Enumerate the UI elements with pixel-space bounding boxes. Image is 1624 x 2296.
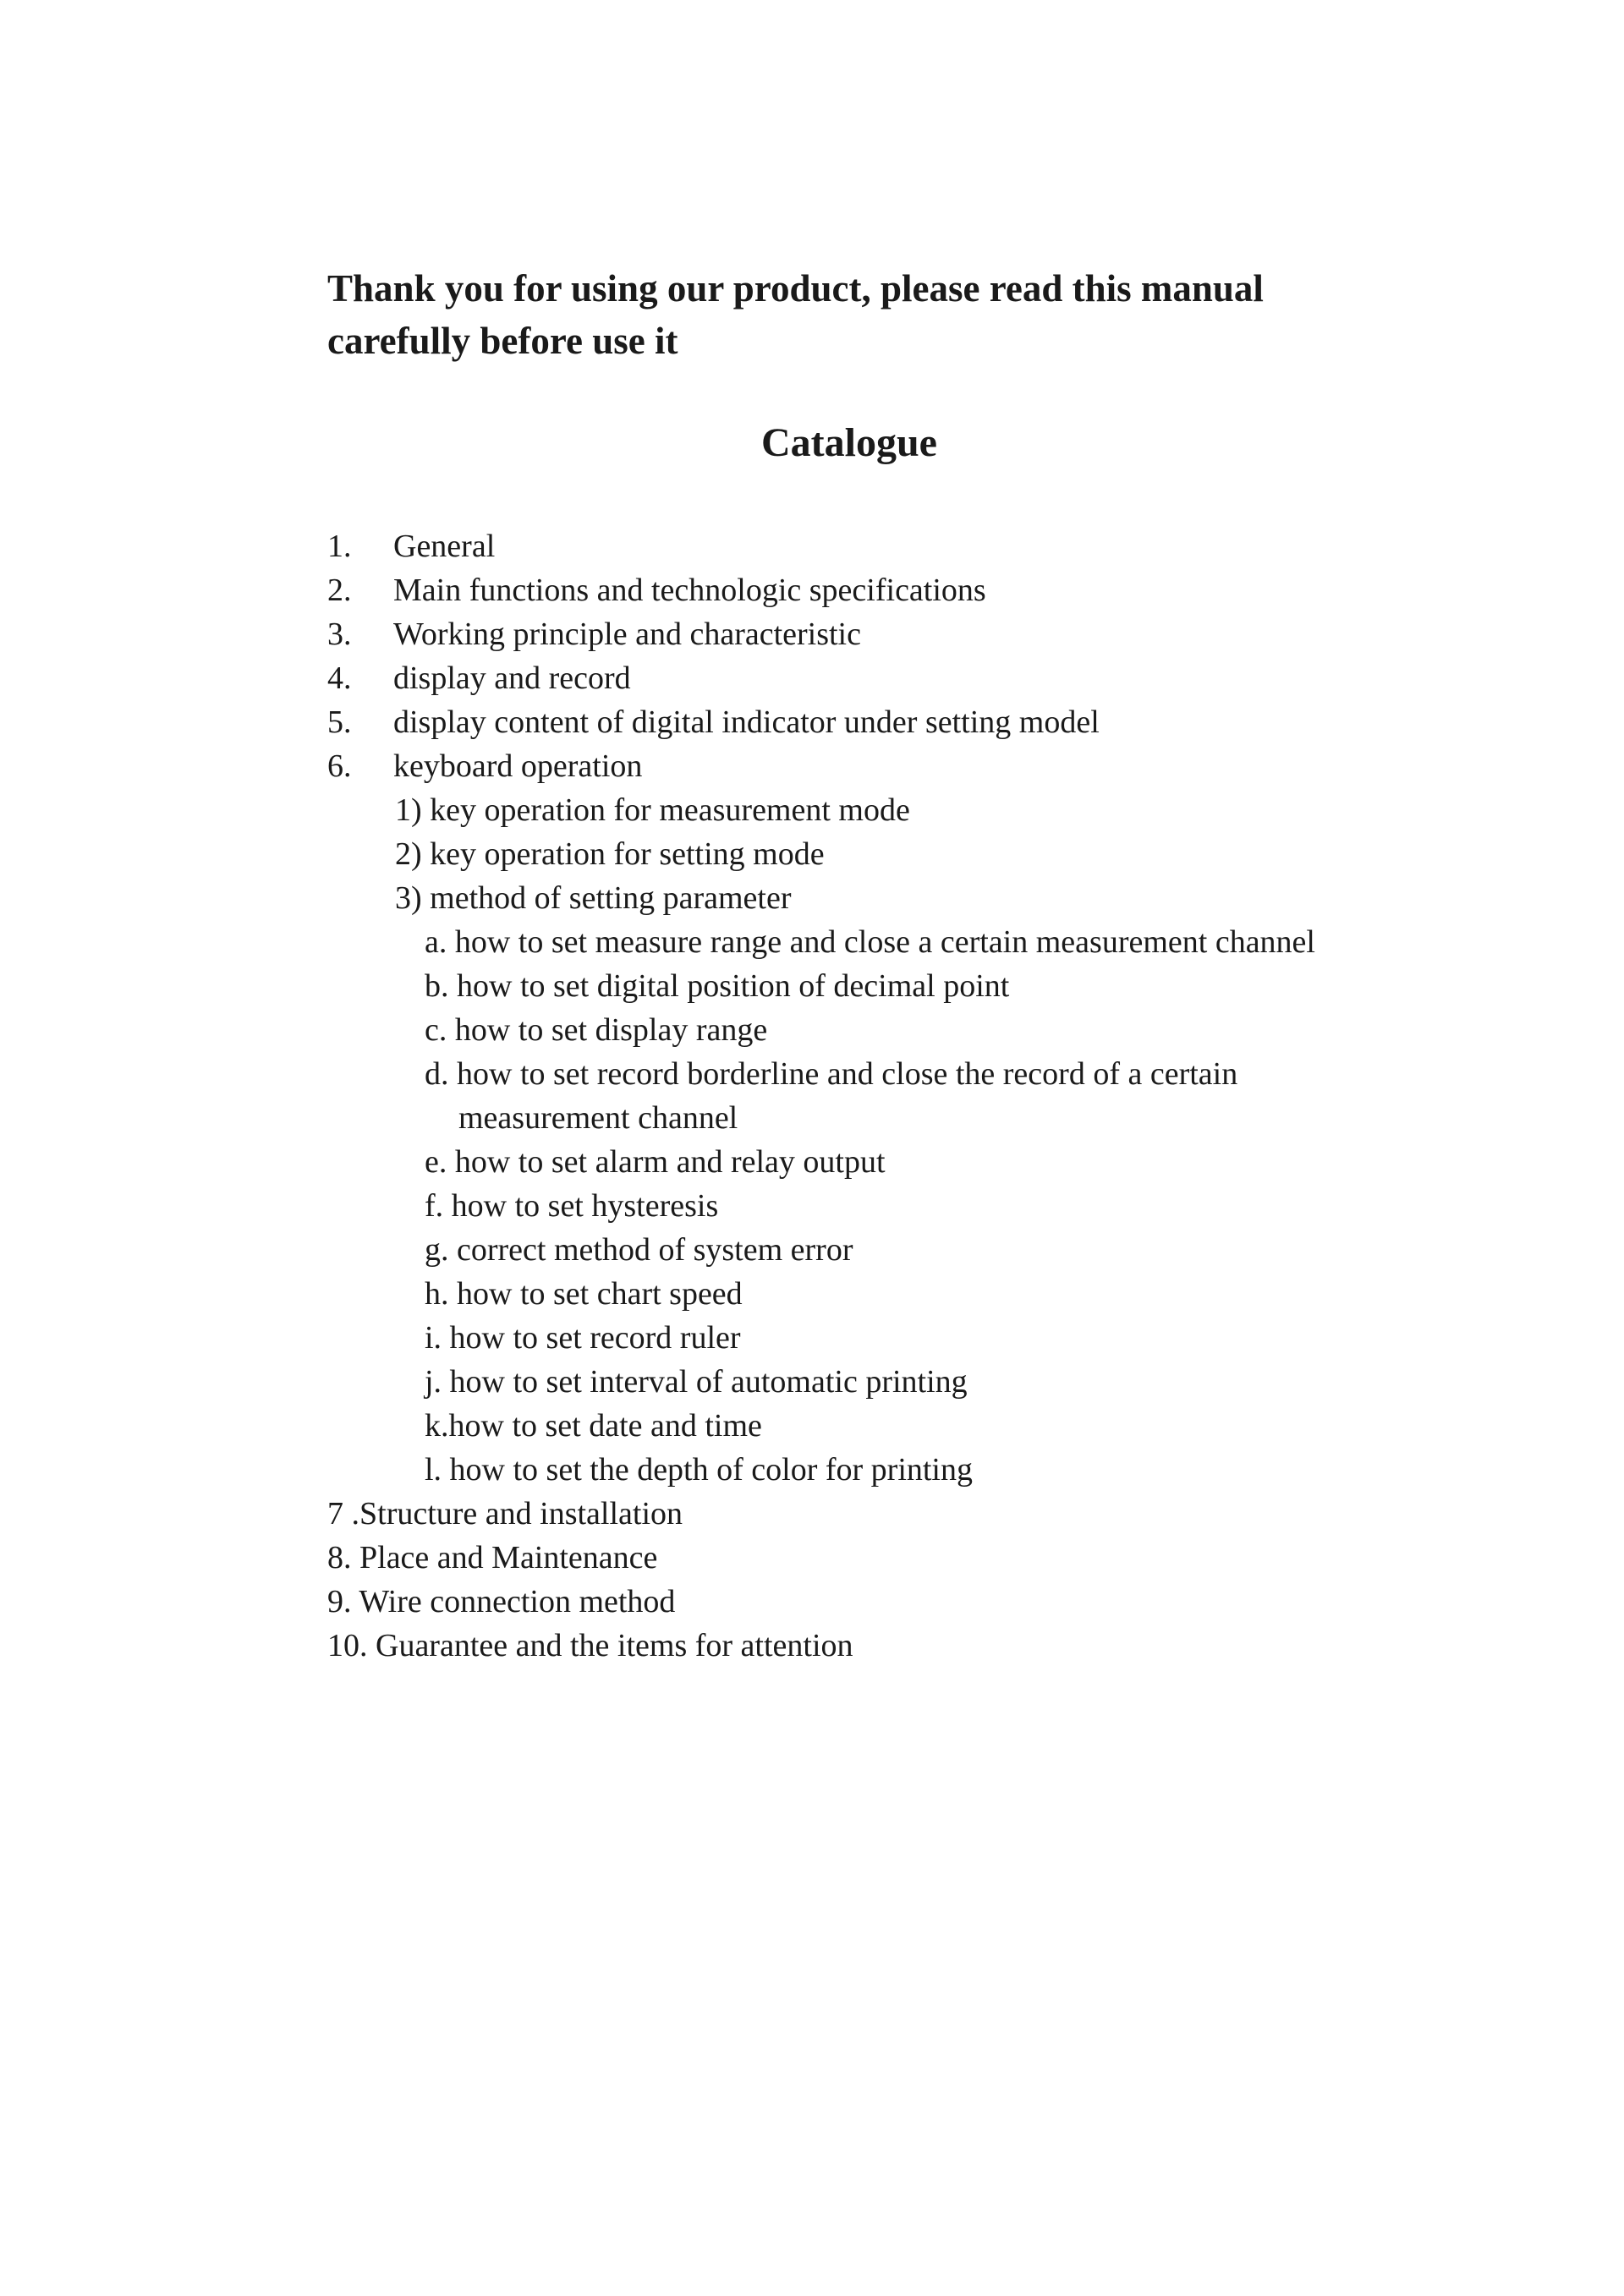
table-of-contents bbox=[327, 524, 1427, 1668]
toc-item-6 bbox=[327, 744, 1427, 788]
toc-item-3 bbox=[327, 612, 1427, 656]
toc-item-2 bbox=[327, 568, 1427, 612]
toc-item-text: Working principle and characteristic bbox=[393, 616, 861, 652]
toc-subitem-6-2: 2) key operation for setting mode bbox=[395, 836, 825, 872]
toc-item-text: keyboard operation bbox=[393, 748, 643, 784]
toc-subitem-k: k.how to set date and time bbox=[425, 1408, 762, 1444]
toc-item-number: 1. bbox=[327, 529, 352, 564]
catalogue-title: Catalogue bbox=[761, 420, 937, 465]
toc-item-text: display and record bbox=[393, 660, 631, 696]
toc-subitem-b: b. how to set digital position of decimal point bbox=[425, 968, 1010, 1004]
toc-item-text: Main functions and technologic specifications bbox=[393, 573, 986, 608]
toc-subitem-l: l. how to set the depth of color for printing bbox=[425, 1452, 973, 1488]
toc-subitem-a: a. how to set measure range and close a certain measurement channel bbox=[425, 924, 1315, 960]
toc-subitem-6-3: 3) method of setting parameter bbox=[395, 880, 792, 916]
toc-subitem-g: g. correct method of system error bbox=[425, 1232, 853, 1268]
toc-item-9: 9. Wire connection method bbox=[327, 1584, 676, 1619]
toc-item-number: 5. bbox=[327, 704, 352, 740]
toc-item-number: 3. bbox=[327, 616, 352, 652]
toc-item-1 bbox=[327, 524, 1427, 568]
toc-item-8: 8. Place and Maintenance bbox=[327, 1540, 658, 1575]
toc-subitem-j: j. how to set interval of automatic printing bbox=[425, 1364, 968, 1400]
toc-item-text: General bbox=[393, 529, 496, 564]
toc-subitem-i: i. how to set record ruler bbox=[425, 1320, 741, 1356]
toc-item-7: 7 .Structure and installation bbox=[327, 1496, 683, 1532]
toc-item-number: 2. bbox=[327, 573, 352, 608]
toc-subitem-e: e. how to set alarm and relay output bbox=[425, 1144, 886, 1180]
toc-item-number: 4. bbox=[327, 660, 352, 696]
toc-subitem-6-1: 1) key operation for measurement mode bbox=[395, 792, 910, 828]
toc-item-number: 6. bbox=[327, 748, 352, 784]
toc-item-text: display content of digital indicator under setting model bbox=[393, 704, 1100, 740]
toc-item-5 bbox=[327, 700, 1427, 744]
toc-subitem-h: h. how to set chart speed bbox=[425, 1276, 743, 1312]
toc-subitem-d-continued: measurement channel bbox=[458, 1100, 738, 1136]
toc-subitem-c: c. how to set display range bbox=[425, 1012, 768, 1048]
intro-line-2: carefully before use it bbox=[327, 320, 678, 362]
intro-line-1: Thank you for using our product, please read this manual bbox=[327, 267, 1264, 310]
intro-note bbox=[327, 262, 1427, 367]
toc-item-4 bbox=[327, 656, 1427, 700]
toc-subitem-f: f. how to set hysteresis bbox=[425, 1188, 719, 1224]
toc-item-10: 10. Guarantee and the items for attention bbox=[327, 1628, 853, 1663]
toc-subitem-d: d. how to set record borderline and close the record of a certain bbox=[425, 1056, 1238, 1092]
